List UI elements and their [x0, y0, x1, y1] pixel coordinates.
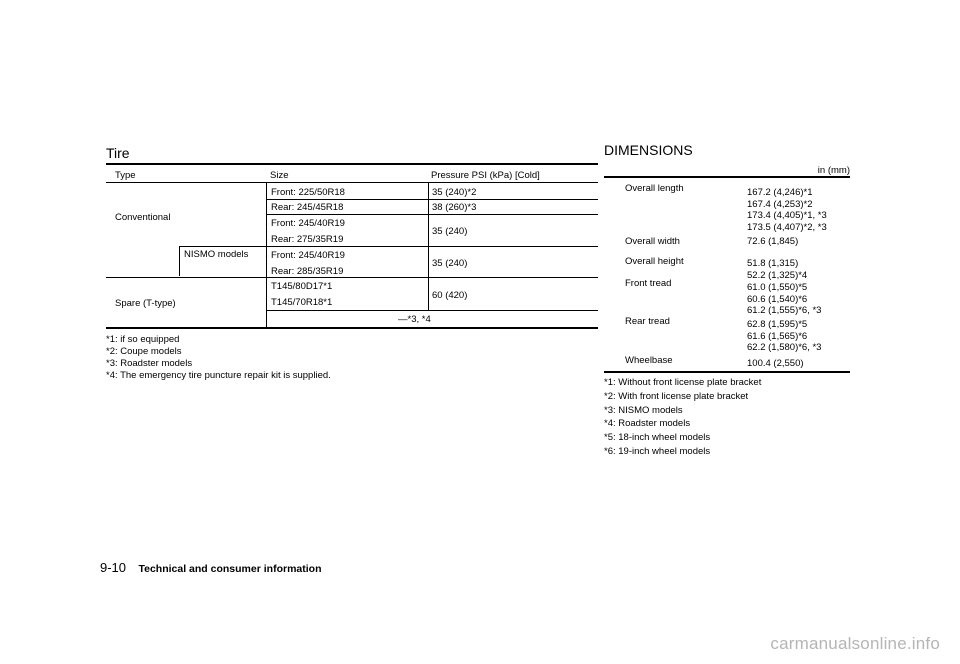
tire-header-pressure: Pressure PSI (kPa) [Cold] — [431, 170, 540, 181]
dimensions-label-front-tread: Front tread — [625, 278, 672, 289]
dimensions-value-overall-height — [747, 258, 807, 281]
tire-footnote: *1: if so equipped — [106, 334, 180, 345]
tire-divider-size — [266, 182, 267, 327]
tire-conv-pressure-2: 38 (260)*3 — [432, 202, 477, 213]
page-number: 9-10 — [100, 560, 127, 575]
tire-nismo-divider — [179, 246, 180, 276]
tire-row-rule — [266, 199, 598, 200]
dimensions-footnote: *1: Without front license plate bracket — [604, 377, 762, 388]
tire-header-size: Size — [270, 170, 289, 181]
dimensions-unit: in (mm) — [817, 165, 850, 176]
dimensions-value-front-tread — [747, 282, 821, 317]
dimensions-footnotes — [604, 376, 761, 459]
tire-table-top-rule — [106, 163, 598, 165]
tire-row-rule — [106, 277, 598, 278]
tire-spare-note: —*3, *4 — [398, 314, 431, 325]
dimensions-footnote: *3: NISMO models — [604, 404, 683, 416]
dimensions-footnote: *5: 18-inch wheel models — [604, 432, 711, 444]
dimensions-bottom-rule — [604, 371, 850, 373]
dimension-value: 62.8 (1,595)*5 — [747, 319, 808, 330]
tire-nismo-size-rear: Rear: 285/35R19 — [271, 266, 344, 277]
tire-row-rule — [179, 246, 598, 247]
tire-spare-label: Spare (T-type) — [115, 298, 176, 309]
dimensions-label-overall-width: Overall width — [625, 236, 680, 247]
dimensions-label-wheelbase: Wheelbase — [625, 355, 673, 366]
tire-conv-pressure-1: 35 (240)*2 — [432, 187, 477, 198]
tire-conv-pressure-3: 35 (240) — [432, 226, 468, 237]
dimension-value: 62.2 (1,580)*6, *3 — [747, 342, 822, 353]
tire-table-bottom-rule — [106, 327, 598, 329]
tire-row-rule — [266, 310, 598, 311]
tire-section-title: Tire — [106, 145, 130, 161]
tire-spare-size-2: T145/70R18*1 — [271, 297, 333, 308]
tire-nismo-pressure: 35 (240) — [432, 258, 468, 269]
tire-conv-size-3-front: Front: 245/40R19 — [271, 218, 345, 229]
tire-conv-size-3-rear: Rear: 275/35R19 — [271, 234, 344, 245]
dimension-value: 100.4 (2,550) — [747, 358, 804, 369]
tire-footnote: *2: Coupe models — [106, 346, 182, 357]
tire-header-type: Type — [115, 170, 136, 181]
tire-row-rule — [266, 214, 598, 215]
tire-header-rule — [106, 182, 598, 183]
dimension-value: 60.6 (1,540)*6 — [747, 293, 808, 305]
dimensions-footnote: *2: With front license plate bracket — [604, 390, 749, 402]
watermark-text[interactable]: carmanualsonline.info — [770, 634, 940, 653]
tire-conv-size-2: Rear: 245/45R18 — [271, 202, 344, 213]
tire-nismo-size-front: Front: 245/40R19 — [271, 250, 345, 261]
dimension-value: 51.8 (1,315) — [747, 258, 799, 269]
tire-footnote: *4: The emergency tire puncture repair kit is supplied. — [106, 370, 331, 381]
page-section-title: Technical and consumer information — [138, 563, 322, 575]
dimensions-footnote: *6: 19-inch wheel models — [604, 445, 711, 457]
dimensions-footnote: *4: Roadster models — [604, 418, 691, 430]
dimension-value: 173.5 (4,407)*2, *3 — [747, 221, 827, 233]
dimension-value: 72.6 (1,845) — [747, 236, 799, 247]
dimensions-section-title: DIMENSIONS — [604, 142, 693, 158]
tire-conv-size-1: Front: 225/50R18 — [271, 187, 345, 198]
dimensions-value-wheelbase — [747, 358, 804, 370]
dimension-value: 167.4 (4,253)*2 — [747, 198, 813, 210]
dimension-value: 52.2 (1,325)*4 — [747, 269, 808, 281]
dimensions-top-rule — [604, 176, 850, 178]
dimension-value: 61.2 (1,555)*6, *3 — [747, 305, 822, 316]
tire-spare-size-1: T145/80D17*1 — [271, 281, 333, 292]
tire-conventional-label: Conventional — [115, 212, 171, 223]
dimension-value: 167.2 (4,246)*1 — [747, 187, 813, 198]
dimensions-label-overall-length: Overall length — [625, 183, 684, 194]
dimension-value: 173.4 (4,405)*1, *3 — [747, 210, 827, 221]
tire-footnotes — [106, 334, 331, 382]
dimensions-label-rear-tread: Rear tread — [625, 316, 670, 327]
page-footer — [100, 559, 322, 577]
dimension-value: 61.0 (1,550)*5 — [747, 282, 808, 293]
dimensions-value-overall-width — [747, 236, 798, 248]
dimensions-label-overall-height: Overall height — [625, 256, 684, 267]
tire-spare-pressure: 60 (420) — [432, 290, 468, 301]
tire-footnote: *3: Roadster models — [106, 358, 193, 369]
tire-nismo-label: NISMO models — [184, 249, 249, 260]
dimension-value: 61.6 (1,565)*6 — [747, 330, 808, 342]
dimensions-value-overall-length — [747, 187, 827, 233]
dimensions-value-rear-tread — [747, 319, 821, 354]
